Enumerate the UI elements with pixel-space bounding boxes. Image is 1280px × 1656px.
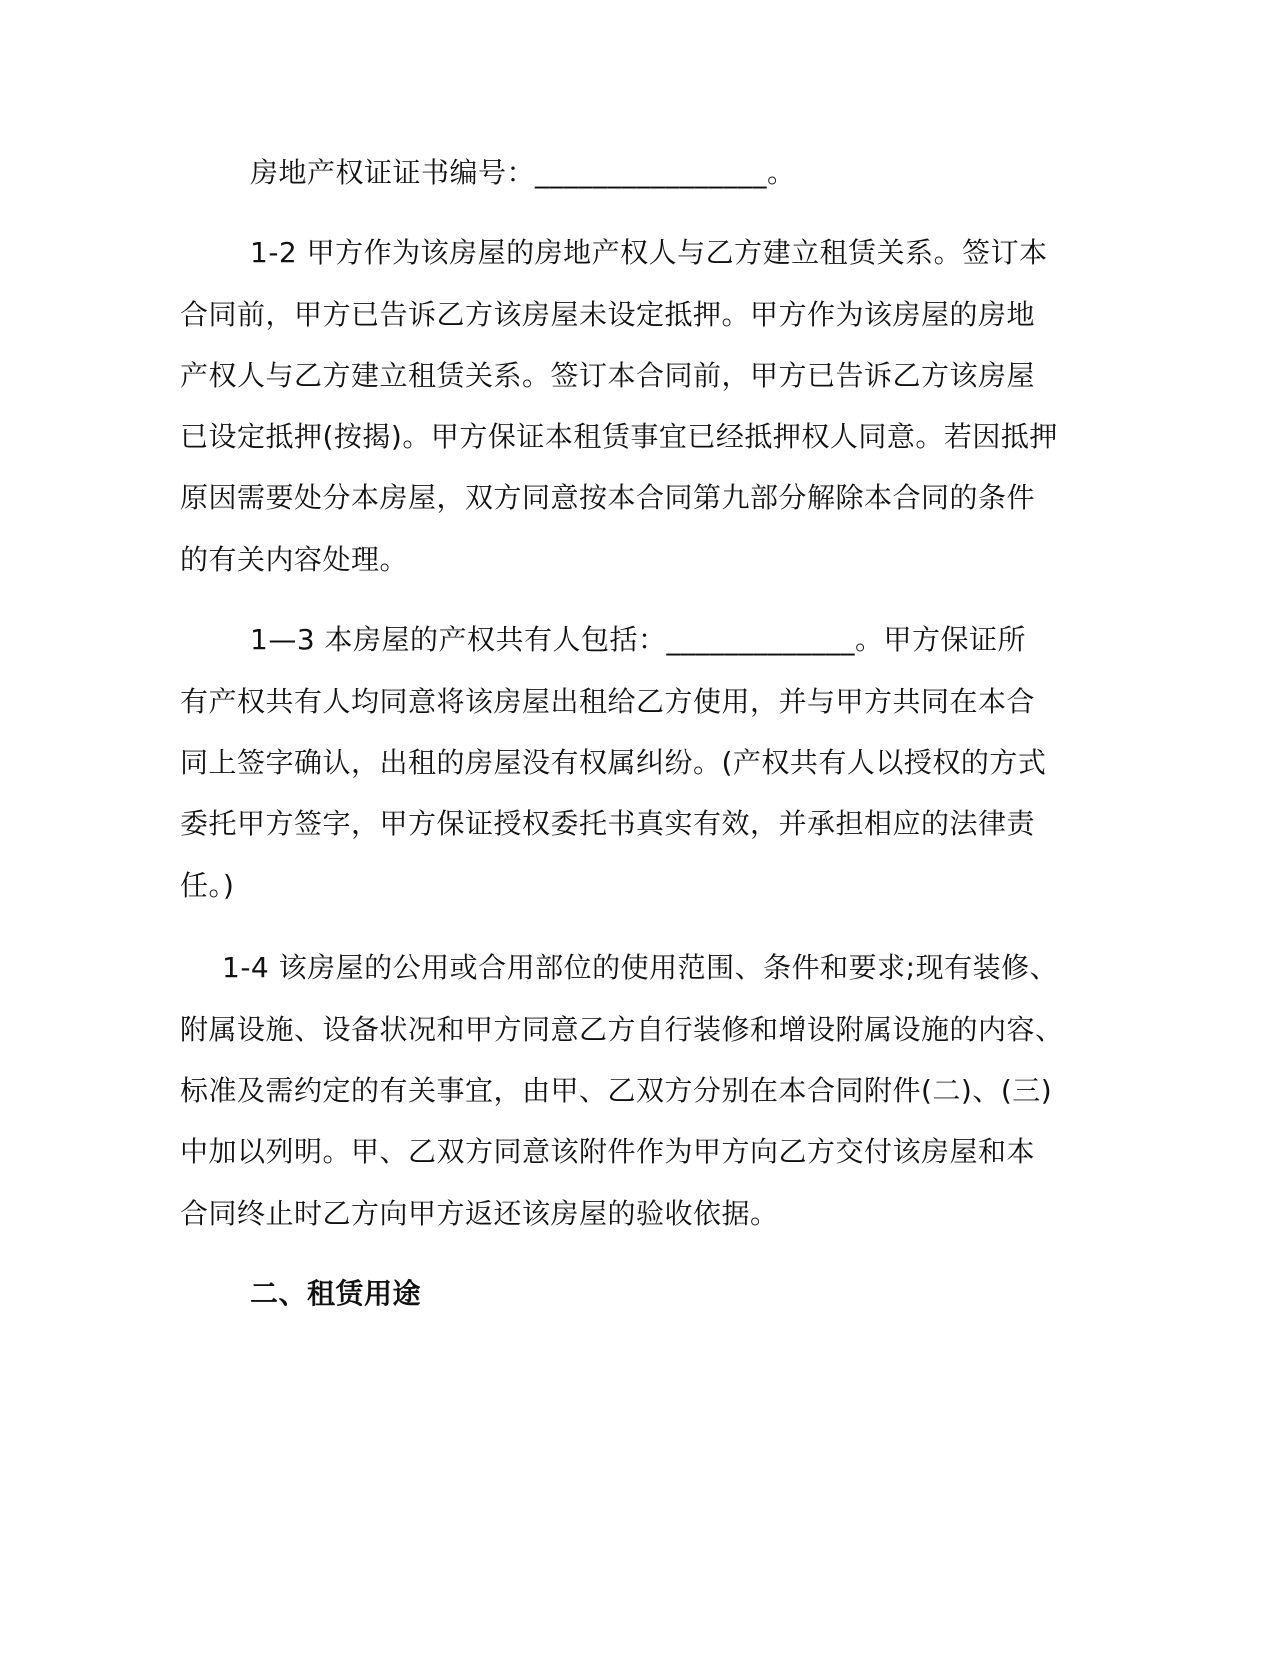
clause-1-2-line-6: 的有关内容处理。 bbox=[180, 543, 409, 576]
clause-1-4-line-3: 标准及需约定的有关事宜，由甲、乙双方分别在本合同附件(二)、(三) bbox=[180, 1074, 1053, 1107]
clause-1-3-line-1: 1—3 本房屋的产权共有人包括：_____________。甲方保证所 bbox=[250, 623, 1027, 656]
clause-1-4-line-2: 附属设施、设备状况和甲方同意乙方自行装修和增设附属设施的内容、 bbox=[180, 1013, 1064, 1046]
clause-1-2-line-2: 合同前，甲方已告诉乙方该房屋未设定抵押。甲方作为该房屋的房地 bbox=[180, 298, 1036, 331]
clause-1-3-line-2: 有产权共有人均同意将该房屋出租给乙方使用，并与甲方共同在本合 bbox=[180, 685, 1036, 718]
clause-1-2-line-5: 原因需要处分本房屋，双方同意按本合同第九部分解除本合同的条件 bbox=[180, 481, 1036, 514]
clause-1-2-line-3: 产权人与乙方建立租赁关系。签订本合同前，甲方已告诉乙方该房屋 bbox=[180, 359, 1036, 392]
clause-1-4-line-1: 1-4 该房屋的公用或合用部位的使用范围、条件和要求;现有装修、 bbox=[222, 951, 1059, 984]
clause-1-3-line-3: 同上签字确认，出租的房屋没有权属纠纷。(产权共有人以授权的方式 bbox=[180, 746, 1047, 779]
clause-1-4-line-4: 中加以列明。甲、乙双方同意该附件作为甲方向乙方交付该房屋和本 bbox=[180, 1135, 1036, 1168]
clause-1-3-line-5: 任。) bbox=[180, 869, 235, 902]
clause-1-2-line-1: 1-2 甲方作为该房屋的房地产权人与乙方建立租赁关系。签订本 bbox=[250, 236, 1048, 269]
section-2-heading: 二、租赁用途 bbox=[250, 1277, 422, 1310]
certificate-number-line: 房地产权证证书编号：________________。 bbox=[250, 156, 796, 189]
clause-1-3-line-4: 委托甲方签字，甲方保证授权委托书真实有效，并承担相应的法律责 bbox=[180, 807, 1036, 840]
clause-1-2-line-4: 已设定抵押(按揭)。甲方保证本租赁事宜已经抵押权人同意。若因抵押 bbox=[180, 420, 1058, 453]
clause-1-4-line-5: 合同终止时乙方向甲方返还该房屋的验收依据。 bbox=[180, 1197, 779, 1230]
